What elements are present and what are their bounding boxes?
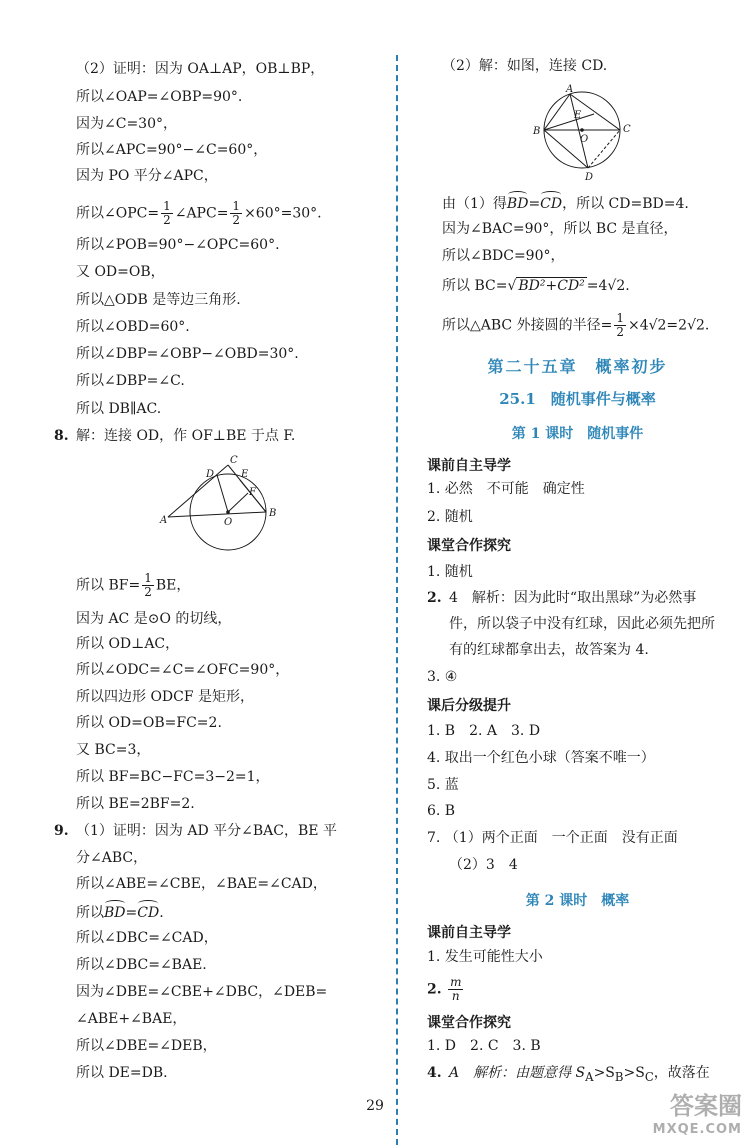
subsection-label: 课堂合作探究 (427, 538, 511, 554)
subsection-label: 课后分级提升 (427, 698, 511, 714)
question-number: 8. (54, 428, 69, 444)
text-line-with-root: 所以 BC=√ BD²+CD² =4√2. (442, 278, 630, 294)
label-b: B (533, 126, 541, 137)
text-span: 由（1）得 (442, 196, 507, 212)
fraction (230, 200, 242, 227)
text-line: 所以∠BDC=90°， (442, 248, 565, 264)
text-span: 所以△ABC 外接圆的半径= (442, 317, 613, 334)
fraction (161, 200, 173, 227)
text-line: 1. 随机 (427, 564, 473, 580)
text-line: （2）3 4 (449, 857, 518, 873)
text-line: 所以 DE=DB. (76, 1065, 168, 1081)
label-c: C (623, 124, 631, 135)
label-c: C (230, 455, 238, 466)
numerator: 1 (232, 199, 241, 213)
text-span: = (528, 196, 541, 212)
watermark-logo (653, 1094, 742, 1142)
denominator: 2 (163, 213, 171, 227)
label-a: A (160, 515, 168, 526)
text-span: 所以 BF= (76, 577, 141, 594)
fraction (142, 572, 154, 599)
text-line: 解：连接 OD，作 OF⊥BE 于点 F. (76, 428, 296, 444)
text-line: 7. （1）两个正面 一个正面 没有正面 (427, 830, 678, 846)
text-line: 所以四边形 ODCF 是矩形， (76, 689, 255, 705)
label-o: O (224, 517, 233, 528)
text-line-with-arcs (76, 902, 164, 922)
text-line: 2. 随机 (427, 509, 473, 525)
text-line: 1. 必然 不可能 确定性 (427, 481, 585, 497)
text-line: 1. 发生可能性大小 (427, 949, 543, 965)
text-line: 因为∠BAC=90°，所以 BC 是直径， (442, 221, 678, 237)
text-line: 又 OD=OB， (76, 264, 165, 280)
section-heading: 25.1 随机事件与概率 (499, 390, 656, 408)
text-line: 3. ④ (427, 669, 458, 685)
text-line: 所以∠OBD=60°. (76, 319, 190, 335)
text-line: 因为∠C=30°， (76, 116, 177, 132)
text-line: 又 BC=3， (76, 742, 151, 758)
text-line: 所以∠DBE=∠DEB， (76, 1038, 217, 1054)
text-span: BE， (155, 577, 191, 594)
text-line: 5. 蓝 (427, 777, 459, 793)
lesson-heading: 第 2 课时 概率 (525, 893, 630, 909)
label-o: O (580, 134, 589, 145)
text-span: ∠APC= (174, 205, 229, 222)
text-line-with-arcs (442, 193, 689, 213)
denominator: 2 (232, 213, 241, 227)
question-number: 4. (427, 1065, 442, 1081)
arc-cd: CD (540, 193, 562, 213)
text-line: 4 解析：因为此时“取出黑球”为必然事 (449, 590, 697, 606)
subsection-label: 课前自主导学 (427, 458, 511, 474)
text-line: 所以∠DBP=∠OBP−∠OBD=30°. (76, 346, 299, 362)
text-line-with-fraction (442, 312, 709, 339)
question-number: 9. (54, 823, 69, 839)
text-line: 所以 OD=OB=FC=2. (76, 715, 222, 731)
subscript: A (585, 1069, 594, 1084)
fraction-m-over-n (448, 976, 463, 1003)
arc-cd: CD (137, 902, 159, 922)
text-line: 所以∠POB=90°−∠OPC=60°. (76, 237, 280, 253)
text-line: 因为 AC 是⊙O 的切线， (76, 611, 232, 627)
text-span: ×60°=30°. (244, 205, 322, 222)
subscript: B (614, 1069, 624, 1084)
text-span: = (125, 905, 138, 921)
text-line: （1）证明：因为 AD 平分∠BAC，BE 平 (76, 823, 337, 839)
text-line: 所以∠ABE=∠CBE，∠BAE=∠CAD， (76, 876, 327, 892)
text-line: 所以△ODB 是等边三角形. (76, 292, 241, 308)
text-line: 所以∠APC=90°−∠C=60°， (76, 142, 268, 158)
text-line: 有的红球都拿出去，故答案为 4. (449, 642, 649, 658)
text-line: 所以 OD⊥AC， (76, 636, 180, 652)
text-line-with-subscripts (449, 1064, 710, 1086)
numerator: m (450, 975, 462, 989)
subscript: C (644, 1069, 654, 1084)
subsection-label: 课堂合作探究 (427, 1015, 511, 1031)
text-line: 分∠ABC， (76, 850, 148, 866)
label-a: A (566, 84, 574, 95)
numerator: 1 (616, 311, 624, 325)
text-span: . (159, 905, 164, 921)
question-number: 2. (427, 590, 442, 606)
watermark-main: 答案圈 (670, 1092, 742, 1120)
text-line: ∠ABE+∠BAE， (76, 1011, 187, 1027)
text-line-with-fraction (76, 572, 190, 599)
geometry-figure-tangent (158, 455, 283, 555)
label-d: D (206, 469, 215, 480)
chapter-heading: 第二十五章 概率初步 (487, 357, 668, 376)
text-line: 1. B 2. A 3. D (427, 723, 541, 739)
denominator: 2 (616, 325, 624, 339)
text-span: ×4√2=2√2. (627, 317, 710, 334)
text-line: 所以∠DBC=∠BAE. (76, 957, 207, 973)
column-divider (396, 55, 398, 1145)
label-f: F (249, 487, 256, 498)
arc-bd: BD (104, 902, 126, 922)
label-e: E (574, 110, 582, 121)
page-number: 29 (366, 1098, 384, 1114)
geometry-figure-circle (530, 82, 640, 182)
arc-bd: BD (507, 193, 529, 213)
text-span: A 解析：由题意得 S (449, 1065, 586, 1081)
text-line: 所以 DB∥AC. (76, 401, 162, 417)
text-line: 所以 BE=2BF=2. (76, 796, 195, 812)
numerator: 1 (163, 199, 171, 213)
subsection-label: 课前自主导学 (427, 925, 511, 941)
text-line: 4. 取出一个红色小球（答案不唯一） (427, 750, 655, 766)
text-span: =4√2. (586, 278, 630, 294)
fraction (614, 312, 626, 339)
text-line: 因为 PO 平分∠APC， (76, 168, 218, 184)
text-line-with-fraction (427, 976, 465, 1003)
text-line: （2）解：如图，连接 CD. (442, 58, 608, 74)
text-line: 1. D 2. C 3. B (427, 1038, 541, 1054)
question-number: 2. (427, 981, 442, 998)
text-line: 件，所以袋子中没有红球，因此必须先把所 (449, 616, 715, 632)
watermark-sub: MXQE.COM (652, 1122, 742, 1137)
radicand: BD²+CD² (518, 278, 585, 294)
lesson-heading: 第 1 课时 随机事件 (511, 426, 644, 442)
text-span: ，所以 CD=BD=4. (562, 196, 689, 212)
text-span: >S (593, 1065, 615, 1081)
text-line: 所以∠ODC=∠C=∠OFC=90°， (76, 662, 290, 678)
text-span: >S (623, 1065, 645, 1081)
numerator: 1 (144, 571, 152, 585)
denominator: 2 (144, 585, 152, 599)
text-line: 所以∠DBC=∠CAD， (76, 930, 218, 946)
text-span: 所以∠OPC= (76, 205, 160, 222)
text-line: （2）证明：因为 OA⊥AP，OB⊥BP， (76, 61, 325, 77)
text-span: ，故落在 (653, 1065, 710, 1081)
text-span: 所以 (76, 905, 104, 921)
text-line: 所以 BF=BC−FC=3−2=1， (76, 769, 270, 785)
text-line: 所以∠DBP=∠C. (76, 373, 185, 389)
text-span: 所以 BC= (442, 278, 508, 294)
label-b: B (269, 508, 277, 519)
label-d: D (585, 172, 594, 182)
denominator: n (451, 989, 460, 1003)
text-line: 所以∠OAP=∠OBP=90°. (76, 89, 243, 105)
text-line-with-fraction (76, 200, 322, 227)
label-e: E (241, 469, 249, 480)
text-line: 6. B (427, 803, 456, 819)
text-line: 因为∠DBE=∠CBE+∠DBC，∠DEB= (76, 984, 328, 1000)
